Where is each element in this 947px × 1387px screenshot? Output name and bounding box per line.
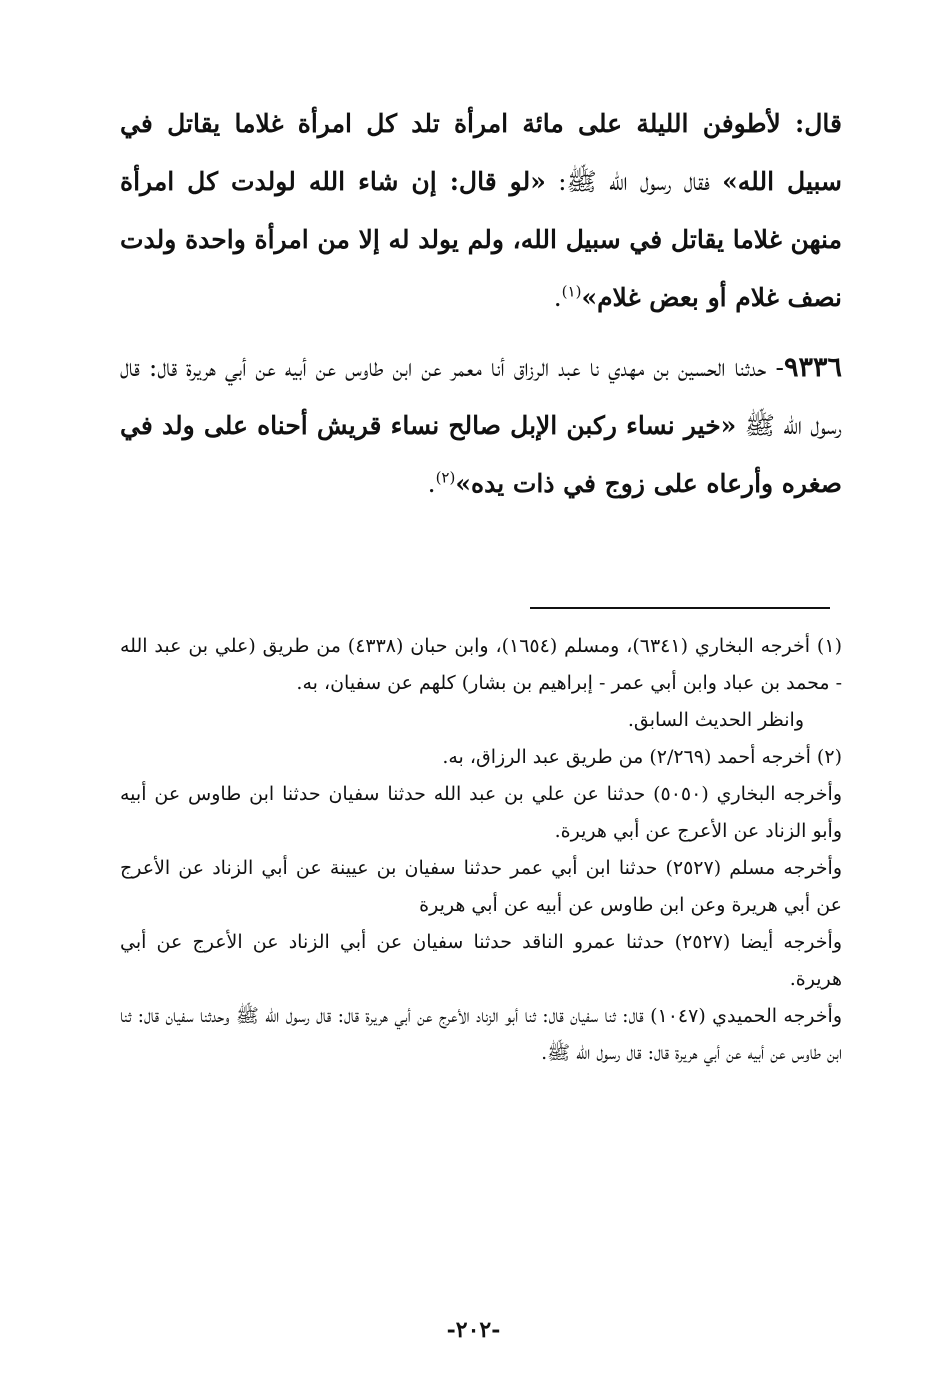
continued-mid: فقال رسول الله ﷺ: [545, 167, 723, 196]
continued-intro: قال: [780, 109, 842, 138]
continued-quote: لأطوفن الليلة على مائة امرأة تلد كل امرأة غلاما يقاتل في سبيل الله» [120, 109, 842, 196]
continued-quote-2: «لو قال: إن شاء الله لولدت كل امرأة منهن غلاما يقاتل في سبيل الله، ولم يولد له إلا من امرأة واحدة ولدت نصف غلام أو بعض غلام» [120, 167, 842, 312]
footnote-ref-1: (١) [561, 282, 582, 301]
page-number: -٢٠٢- [446, 1317, 501, 1343]
footnote-2-line: وأخرجه مسلم (٢٥٢٧) حدثنا ابن أبي عمر حدثنا سفيان بن عيينة عن أبي الزناد عن الأعرج عن أبي هريرة وعن ابن طاوس عن أبيه عن أبي هريرة [120, 857, 843, 916]
hadith-number: ٩٣٣٦ [783, 352, 842, 383]
hadith-isnad: - حدثنا الحسين بن مهدي نا عبد الرزاق أنا معمر عن ابن طاوس عن أبيه عن أبي هريرة قال: قال رسول الله ﷺ [120, 353, 842, 440]
footnote-2-line: وأخرجه الحميدي (١٠٤٧) قال: ثنا سفيان قال: ثنا أبو الزناد الأعرج عن أبي هريرة قال: قال رسول الله ﷺ وحدثنا سفيان قال: ثنا ابن طاوس عن أبيه عن أبي هريرة قال: قال رسول الله ﷺ. [120, 1005, 842, 1064]
hadith-end: . [427, 469, 436, 498]
hadith-matn: «خير نساء ركبن الإبل صالح نساء قريش أحناه على ولد في صغره وأرعاه على زوج في ذات يده» [120, 411, 842, 498]
footnote-2-line: وأخرجه البخاري (٥٠٥٠) حدثنا عن علي بن عبد الله حدثنا سفيان حدثنا ابن طاوس عن أبيه وأبو الزناد عن الأعرج عن أبي هريرة. [120, 783, 842, 842]
footnote-separator [530, 607, 830, 609]
hadith-continued-paragraph [120, 95, 842, 327]
main-text [120, 95, 842, 513]
footnote-2-line: وأخرجه أيضا (٢٥٢٧) حدثنا عمرو الناقد حدثنا سفيان عن أبي الزناد عن الأعرج عن أبي هريرة. [120, 931, 842, 990]
footnote-1-line: وانظر الحديث السابق. [627, 709, 804, 731]
footnote-2-line: (٢) أخرجه أحمد (٢/٢٦٩) من طريق عبد الرزاق، به. [442, 746, 842, 768]
hadith-paragraph [120, 339, 842, 513]
footnote-ref-2: (٢) [435, 468, 456, 487]
footnote-1-line: (١) أخرجه البخاري (٦٣٤١)، ومسلم (١٦٥٤)، وابن حبان (٤٣٣٨) من طريق (علي بن عبد الله - محمد بن عباد وابن أبي عمر - إبراهيم بن بشار) كلهم عن سفيان، به. [120, 635, 842, 694]
footnotes [120, 628, 842, 1072]
continued-end: . [553, 283, 562, 312]
